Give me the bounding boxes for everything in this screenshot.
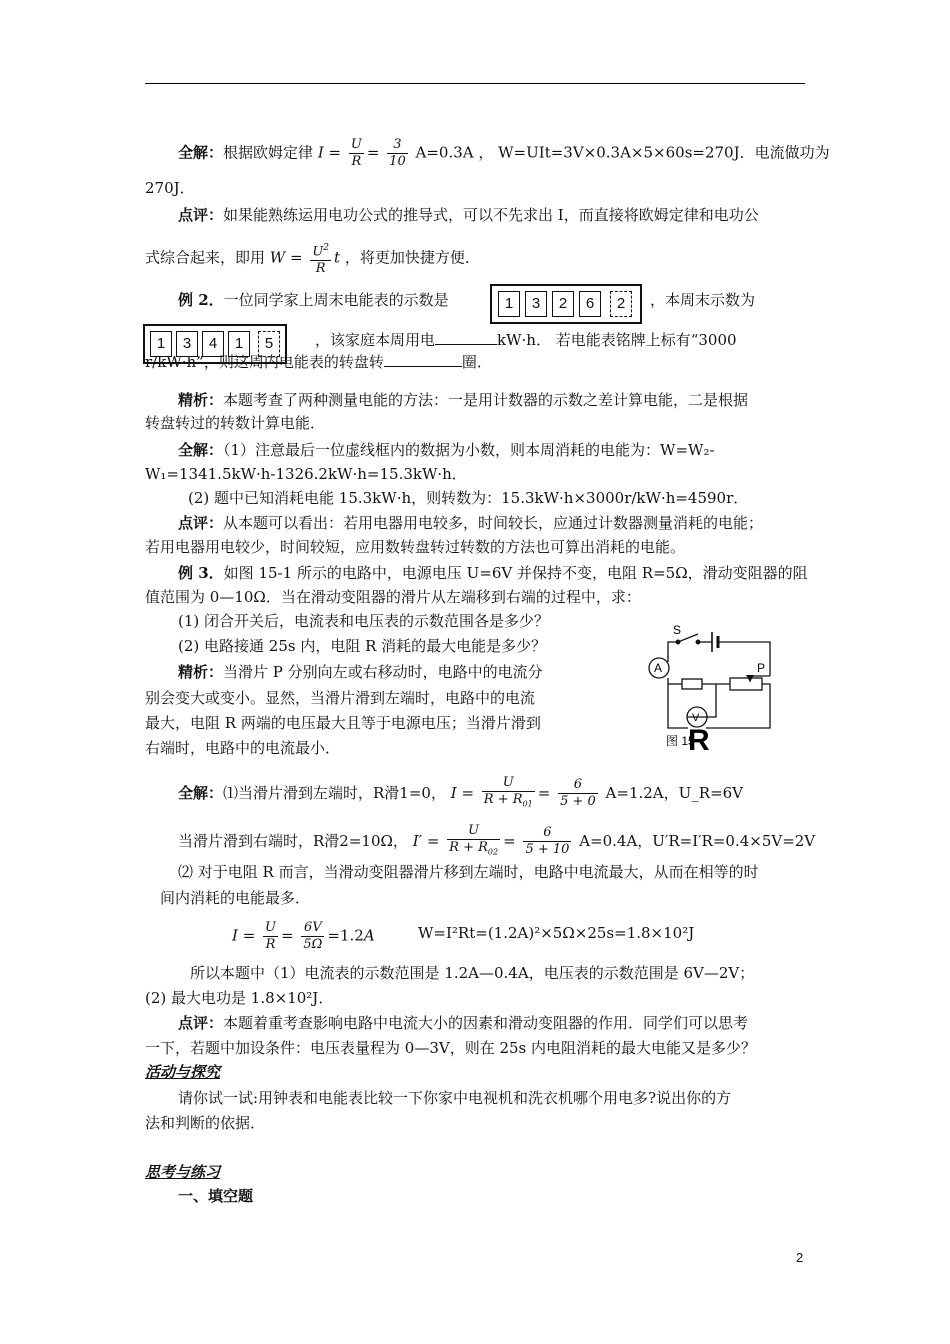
answer-blank — [384, 366, 462, 367]
ex2-analysis-line1: 精析：本题考查了两种测量电能的方法：一是用计数器的示数之差计算电能，二是根据 — [178, 391, 749, 409]
ex3-question-line1: 例 3．如图 15-1 所示的电路中，电源电压 U=6V 并保持不变，电阻 R=5Ω，滑动变阻器的阻 — [178, 564, 808, 582]
answer-blank — [435, 344, 497, 345]
ex3-solution-energy: W=I²Rt=(1.2A)²×5Ω×25s=1.8×10²J — [418, 924, 695, 942]
ex1-remark-line1: 点评：如果能熟练运用电功公式的推导式，可以不先求出 I，而直接将欧姆定律和电功公 — [178, 206, 759, 224]
ex1-remark-line2: 式综合起来，即用 W = $\frac{U^2}{R}$ t ，将更加快捷方便． — [145, 240, 480, 277]
ex1-solution-line2: 270J． — [145, 179, 195, 197]
circuit-diagram — [640, 620, 790, 755]
fraction-u-over-r: $\frac{U}{R}$ — [350, 137, 362, 169]
ex3-analysis-line4: 右端时，电路中的电流最小． — [145, 739, 341, 757]
activity-heading: 活动与探究 — [145, 1063, 221, 1081]
ex2-analysis-line2: 转盘转过的转数计算电能． — [145, 414, 326, 432]
meter-digit: 3 — [176, 331, 198, 357]
ex3-conclusion-line2: (2) 最大电功是 1.8×10²J． — [145, 989, 334, 1007]
activity-text-line2: 法和判断的依据． — [145, 1114, 266, 1132]
ex3-analysis-line3: 最大，电阻 R 两端的电压最大且等于电源电压；当滑片滑到 — [145, 714, 541, 732]
figure-caption: 图 15 — [666, 734, 695, 748]
ex2-question-line2: ，该家庭本周用电 kW·h． 若电能表铭牌上标有“3000 — [315, 331, 737, 349]
figure-r-label: R — [688, 724, 710, 755]
ex2-solution-line3: (2) 题中已知消耗电能 15.3kW·h，则转数为：15.3kW·h×3000r/kW·h=4590r． — [188, 489, 749, 507]
fraction-3-over-10: $\frac{3}{10}$ — [389, 137, 406, 169]
ex2-question-line1b: ，本周末示数为 — [650, 291, 756, 309]
page-number: 2 — [796, 1250, 804, 1265]
ex2-solution-line2: W₁=1341.5kW·h-1326.2kW·h=15.3kW·h． — [145, 465, 467, 483]
ex3-solution-line2: 当滑片滑到右端时，R滑2=10Ω， I′ = $\frac{U}{R + R_{02}}$ = $\frac{6}{5 + 10}$ A=0.4A，U′R=I′R=0.4×5V=2V — [178, 823, 816, 858]
voltmeter-label: V — [692, 712, 700, 724]
ex1-solution-line1: 全解：根据欧姆定律 I = $\frac{U}{R}$ = $\frac{3}{10}$ A=0.3A ， W=UIt=3V×0.3A×5×60s=270J．电流做功为 — [178, 137, 830, 169]
ex3-solution-formula: I = $\frac{U}{R}$ = $\frac{6V}{5\Omega}$ =1.2A — [232, 920, 375, 952]
ex3-question-line2: 值范围为 0—10Ω．当在滑动变阻器的滑片从左端移到右端的过程中，求： — [145, 588, 641, 606]
meter-digit: 2 — [552, 291, 574, 317]
meter-digit: 4 — [202, 331, 224, 357]
meter-digit: 1 — [228, 331, 250, 357]
ex3-analysis-line1: 精析：当滑片 P 分别向左或右移动时，电路中的电流分 — [178, 663, 543, 681]
ammeter-label: A — [654, 661, 663, 675]
ex3-remark-line1: 点评：本题着重考查影响电路中电流大小的因素和滑动变阻器的作用．同学们可以思考 — [178, 1014, 749, 1032]
meter-digit: 6 — [579, 291, 601, 317]
activity-text-line1: 请你试一试:用钟表和电能表比较一下你家中电视机和洗衣机哪个用电多?说出你的方 — [178, 1089, 732, 1107]
meter-decimal-digit: 2 — [610, 291, 632, 317]
ex3-question-2: (2) 电路接通 25s 内，电阻 R 消耗的最大电能是多少？ — [178, 637, 547, 655]
ex2-question-line3: r/kW·h”，则这周内电能表的转盘转 圈． — [145, 353, 492, 371]
fraction-u2-over-r: $\frac{U^2}{R}$ — [310, 240, 331, 277]
ex3-solution-line4: 间内消耗的电能最多． — [160, 889, 311, 907]
ex3-remark-line2: 一下，若题中加设条件：电压表量程为 0—3V，则在 25s 内电阻消耗的最大电能又是多少？ — [145, 1039, 757, 1057]
ex3-conclusion-line1: 所以本题中（1）电流表的示数范围是 1.2A—0.4A，电压表的示数范围是 6V—2V； — [190, 964, 755, 982]
ex3-question-1: (1) 闭合开关后，电流表和电压表的示数范围各是多少？ — [178, 612, 550, 630]
meter-digit: 3 — [525, 291, 547, 317]
practice-subheading: 一、填空题 — [178, 1187, 254, 1205]
meter-digit: 1 — [150, 331, 172, 357]
ex2-remark-line1: 点评：从本题可以看出：若用电器用电较多，时间较长，应通过计数器测量消耗的电能； — [178, 514, 764, 532]
meter-decimal-digit: 5 — [258, 331, 280, 357]
slider-label: P — [757, 661, 766, 675]
header-rule — [145, 83, 805, 84]
ex3-solution-line1: 全解：⑴当滑片滑到左端时，R滑1=0， I = $\frac{U}{R + R_{01}}$ = $\frac{6}{5 + 0}$ A=1.2A，U_R=6V — [178, 775, 744, 810]
meter-reading-last-week — [490, 284, 642, 324]
practice-heading: 思考与练习 — [145, 1163, 221, 1181]
switch-label: S — [673, 623, 682, 637]
ex3-analysis-line2: 别会变大或变小。显然，当滑片滑到左端时，电路中的电流 — [145, 689, 536, 707]
ex3-solution-line3: ⑵ 对于电阻 R 而言，当滑动变阻器滑片移到左端时，电路中电流最大，从而在相等的时 — [178, 863, 759, 881]
ex2-solution-line1: 全解：（1）注意最后一位虚线框内的数据为小数，则本周消耗的电能为：W=W₂- — [178, 441, 715, 459]
meter-digit: 1 — [498, 291, 520, 317]
ex2-remark-line2: 若用电器用电较少，时间较短，应用数转盘转过转数的方法也可算出消耗的电能。 — [145, 538, 686, 556]
ex2-question-line1: 例 2．一位同学家上周末电能表的示数是 — [178, 291, 449, 309]
